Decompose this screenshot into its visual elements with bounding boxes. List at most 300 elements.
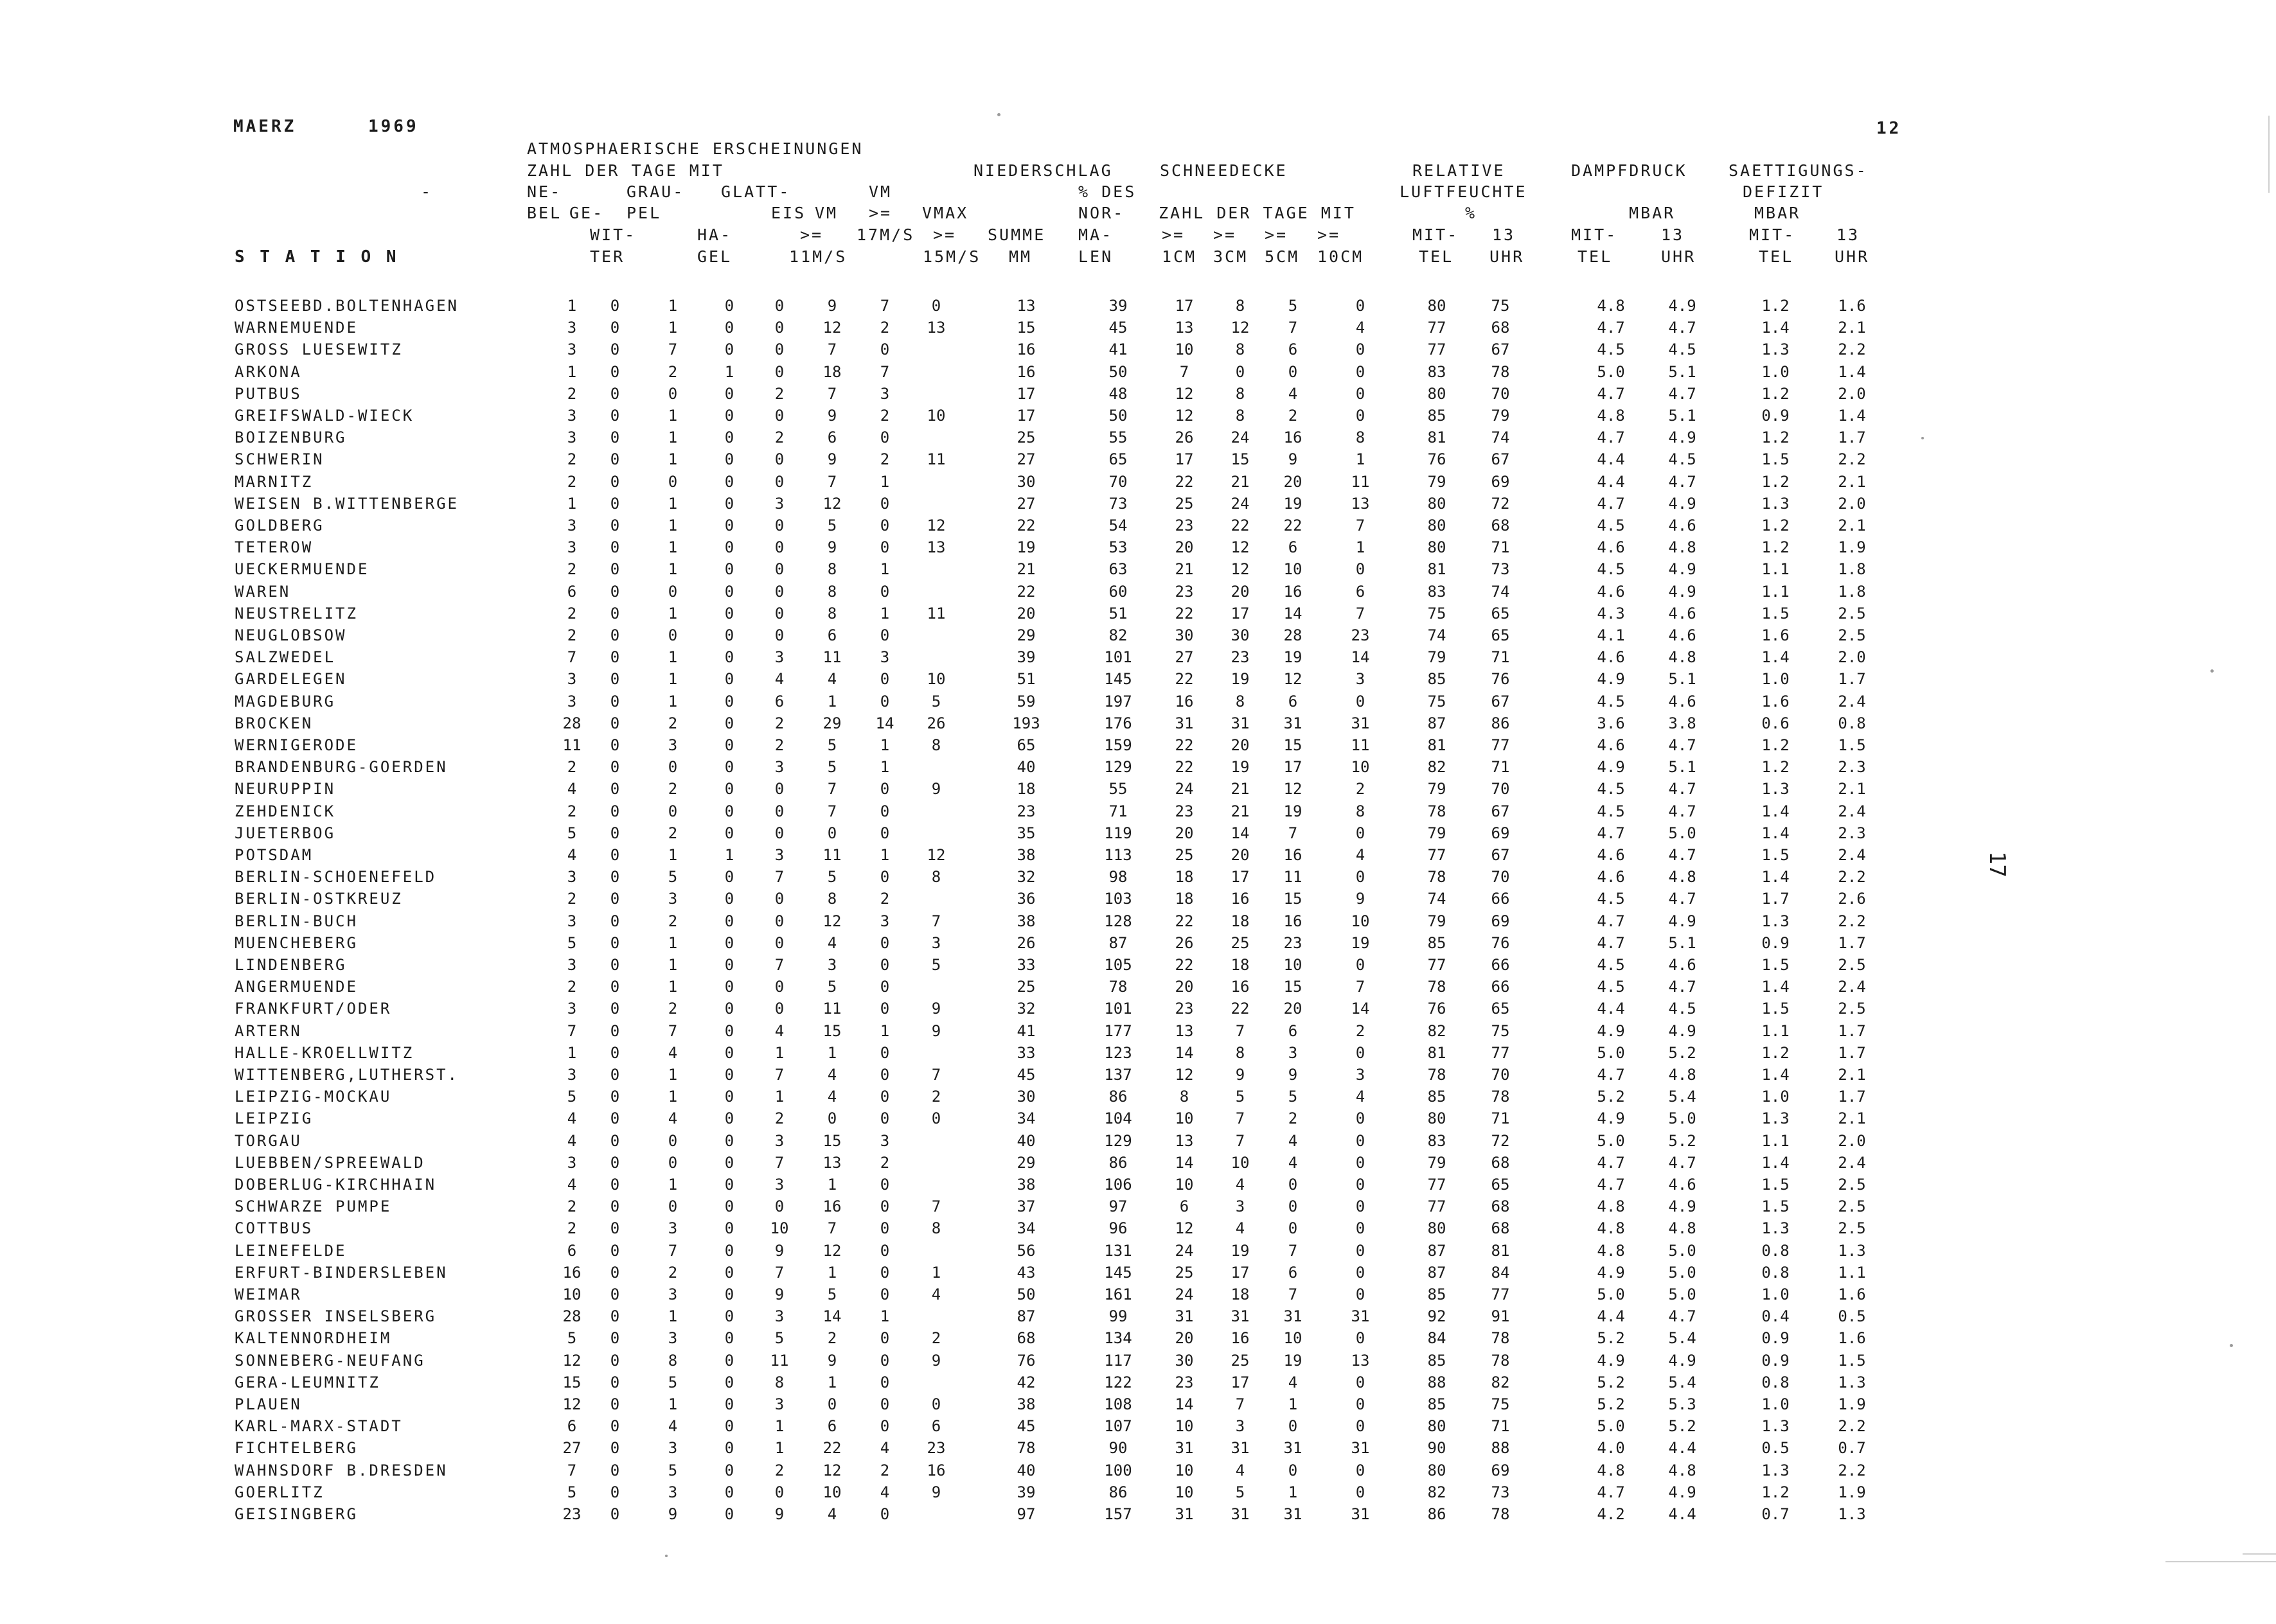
table-cell: 1 bbox=[668, 934, 678, 952]
table-cell: 4.4 bbox=[1668, 1505, 1696, 1523]
table-cell: 4.8 bbox=[1668, 1066, 1696, 1084]
station-name: BERLIN-SCHOENEFELD bbox=[235, 868, 437, 886]
table-cell: 1 bbox=[567, 495, 577, 513]
table-cell: 23 bbox=[1283, 934, 1302, 952]
table-cell: 17 bbox=[1175, 450, 1194, 468]
table-cell: 31 bbox=[1283, 1439, 1302, 1457]
table-cell: 2.5 bbox=[1838, 956, 1866, 974]
table-cell: 0 bbox=[724, 297, 734, 315]
table-cell: 1.5 bbox=[1838, 736, 1866, 754]
table-cell: 2.3 bbox=[1838, 758, 1866, 776]
station-name: COTTBUS bbox=[235, 1219, 314, 1237]
column-header-sub-vmax: VMAX bbox=[922, 204, 969, 222]
table-cell: 68 bbox=[1017, 1329, 1036, 1347]
table-cell: 4.6 bbox=[1597, 868, 1625, 886]
table-cell: 8 bbox=[1235, 407, 1245, 425]
table-cell: 3 bbox=[567, 912, 577, 930]
table-cell: 1.5 bbox=[1761, 1197, 1790, 1215]
table-cell: 3 bbox=[880, 648, 890, 666]
table-cell: 8 bbox=[668, 1352, 678, 1370]
table-cell: 3 bbox=[567, 693, 577, 710]
station-name: BRANDENBURG-GOERDEN bbox=[235, 758, 448, 776]
table-cell: 8 bbox=[1235, 1044, 1245, 1062]
table-cell: 14 bbox=[1351, 1000, 1370, 1018]
table-cell: 5 bbox=[827, 758, 837, 776]
table-cell: 1.5 bbox=[1761, 1000, 1790, 1018]
table-cell: 92 bbox=[1427, 1307, 1446, 1325]
table-cell: 12 bbox=[562, 1395, 582, 1413]
table-cell: 21 bbox=[1017, 560, 1036, 578]
table-cell: 5.2 bbox=[1597, 1373, 1625, 1391]
table-cell: 0 bbox=[610, 385, 620, 403]
table-cell: 1.2 bbox=[1761, 1044, 1790, 1062]
table-cell: 8 bbox=[931, 1219, 941, 1237]
table-cell: 5.0 bbox=[1597, 363, 1625, 381]
table-cell: 76 bbox=[1427, 1000, 1446, 1018]
table-cell: 16 bbox=[1283, 912, 1302, 930]
table-cell: 38 bbox=[1017, 1176, 1036, 1194]
table-cell: 7 bbox=[880, 363, 890, 381]
table-cell: 7 bbox=[567, 648, 577, 666]
table-cell: 87 bbox=[1427, 1264, 1446, 1282]
table-cell: 1.8 bbox=[1838, 560, 1866, 578]
scan-speck bbox=[997, 113, 1000, 116]
table-cell: 71 bbox=[1491, 1109, 1510, 1127]
table-cell: 0 bbox=[724, 495, 734, 513]
table-cell: 1 bbox=[668, 560, 678, 578]
table-cell: 11 bbox=[822, 846, 842, 864]
table-cell: 4.9 bbox=[1597, 1109, 1625, 1127]
table-cell: 2 bbox=[774, 714, 785, 732]
table-cell: 56 bbox=[1017, 1242, 1036, 1260]
table-cell: 12 bbox=[927, 516, 946, 534]
table-cell: 0 bbox=[1355, 1395, 1365, 1413]
table-cell: 3 bbox=[567, 670, 577, 688]
column-header-sub-3cm: 3CM bbox=[1213, 247, 1249, 266]
column-header-sub-dp-tel: TEL bbox=[1578, 247, 1613, 266]
station-name: NEUGLOBSOW bbox=[235, 626, 347, 644]
table-cell: 69 bbox=[1491, 473, 1510, 491]
table-cell: 0 bbox=[1288, 1417, 1298, 1435]
table-cell: 0 bbox=[880, 1088, 890, 1106]
table-cell: 3 bbox=[668, 1285, 678, 1303]
table-cell: 6 bbox=[1355, 583, 1365, 601]
table-cell: 4.6 bbox=[1668, 1176, 1696, 1194]
table-cell: 3 bbox=[774, 1395, 785, 1413]
table-cell: 1.2 bbox=[1761, 385, 1790, 403]
table-cell: 65 bbox=[1491, 1000, 1510, 1018]
table-cell: 0 bbox=[1355, 340, 1365, 358]
table-cell: 43 bbox=[1017, 1264, 1036, 1282]
table-cell: 20 bbox=[1175, 978, 1194, 996]
table-cell: 20 bbox=[1231, 583, 1250, 601]
table-cell: 13 bbox=[1175, 319, 1194, 337]
table-cell: 12 bbox=[1231, 319, 1250, 337]
table-cell: 77 bbox=[1427, 1176, 1446, 1194]
table-cell: 0 bbox=[610, 824, 620, 842]
table-cell: 7 bbox=[1235, 1395, 1245, 1413]
table-cell: 0 bbox=[774, 912, 785, 930]
table-cell: 0 bbox=[880, 495, 890, 513]
table-cell: 85 bbox=[1427, 670, 1446, 688]
table-cell: 7 bbox=[1235, 1109, 1245, 1127]
table-cell: 4.7 bbox=[1668, 802, 1696, 820]
table-cell: 1 bbox=[668, 516, 678, 534]
table-cell: 67 bbox=[1491, 802, 1510, 820]
station-name: ARTERN bbox=[235, 1022, 302, 1040]
table-cell: 2 bbox=[1288, 407, 1298, 425]
table-cell: 8 bbox=[827, 605, 837, 622]
table-cell: 0 bbox=[724, 560, 734, 578]
table-cell: 4.9 bbox=[1668, 1483, 1696, 1501]
table-cell: 3 bbox=[668, 890, 678, 908]
table-cell: 0 bbox=[1355, 1044, 1365, 1062]
table-cell: 20 bbox=[1231, 736, 1250, 754]
table-cell: 119 bbox=[1104, 824, 1132, 842]
table-cell: 15 bbox=[822, 1132, 842, 1150]
table-cell: 2 bbox=[668, 824, 678, 842]
table-cell: 80 bbox=[1427, 538, 1446, 556]
table-cell: 6 bbox=[567, 1417, 577, 1435]
table-cell: 23 bbox=[1175, 1373, 1194, 1391]
table-cell: 0 bbox=[668, 626, 678, 644]
table-cell: 50 bbox=[1108, 407, 1128, 425]
table-cell: 0.6 bbox=[1761, 714, 1790, 732]
table-cell: 28 bbox=[562, 714, 582, 732]
table-cell: 4.6 bbox=[1597, 736, 1625, 754]
table-cell: 4 bbox=[567, 780, 577, 798]
table-cell: 24 bbox=[1175, 780, 1194, 798]
table-cell: 31 bbox=[1351, 1307, 1370, 1325]
table-cell: 85 bbox=[1427, 1395, 1446, 1413]
table-cell: 99 bbox=[1108, 1307, 1128, 1325]
table-cell: 12 bbox=[927, 846, 946, 864]
table-cell: 0 bbox=[610, 605, 620, 622]
table-cell: 40 bbox=[1017, 1132, 1036, 1150]
table-cell: 5.2 bbox=[1597, 1329, 1625, 1347]
station-name: SONNEBERG-NEUFANG bbox=[235, 1352, 425, 1370]
table-cell: 12 bbox=[822, 495, 842, 513]
table-cell: 17 bbox=[1231, 868, 1250, 886]
table-cell: 11 bbox=[822, 648, 842, 666]
table-cell: 13 bbox=[1175, 1022, 1194, 1040]
column-header-sub-15: 15M/S bbox=[923, 247, 981, 266]
table-cell: 18 bbox=[1175, 868, 1194, 886]
scan-speck bbox=[2210, 669, 2214, 673]
table-cell: 4.9 bbox=[1668, 1197, 1696, 1215]
table-cell: 8 bbox=[774, 1373, 785, 1391]
table-cell: 70 bbox=[1491, 868, 1510, 886]
table-cell: 2 bbox=[1355, 780, 1365, 798]
table-cell: 0 bbox=[880, 956, 890, 974]
table-cell: 3 bbox=[567, 428, 577, 446]
table-cell: 0 bbox=[724, 824, 734, 842]
table-cell: 66 bbox=[1491, 978, 1510, 996]
column-header-sub-ge-3: >= bbox=[933, 225, 957, 244]
table-cell: 22 bbox=[1175, 473, 1194, 491]
table-cell: 0 bbox=[668, 1197, 678, 1215]
table-cell: 3 bbox=[774, 1307, 785, 1325]
table-cell: 2.5 bbox=[1838, 1219, 1866, 1237]
table-cell: 0 bbox=[1355, 1417, 1365, 1435]
table-cell: 1 bbox=[827, 1264, 837, 1282]
table-cell: 75 bbox=[1427, 605, 1446, 622]
table-cell: 15 bbox=[822, 1022, 842, 1040]
table-cell: 0 bbox=[880, 868, 890, 886]
table-cell: 87 bbox=[1427, 714, 1446, 732]
table-cell: 19 bbox=[1231, 758, 1250, 776]
table-cell: 7 bbox=[827, 340, 837, 358]
table-cell: 4.8 bbox=[1597, 1219, 1625, 1237]
table-cell: 0 bbox=[1355, 1264, 1365, 1282]
table-cell: 128 bbox=[1104, 912, 1132, 930]
table-cell: 193 bbox=[1012, 714, 1040, 732]
table-cell: 1 bbox=[668, 1395, 678, 1413]
table-cell: 85 bbox=[1427, 407, 1446, 425]
table-cell: 0 bbox=[610, 1505, 620, 1523]
station-name: FICHTELBERG bbox=[235, 1439, 358, 1457]
column-header-sub-ge5cm: >= bbox=[1265, 225, 1288, 244]
table-cell: 23 bbox=[1017, 802, 1036, 820]
table-cell: 10 bbox=[822, 1483, 842, 1501]
table-cell: 1.9 bbox=[1838, 1483, 1866, 1501]
table-cell: 16 bbox=[1283, 846, 1302, 864]
table-cell: 27 bbox=[562, 1439, 582, 1457]
table-cell: 12 bbox=[1175, 1066, 1194, 1084]
table-cell: 0 bbox=[1355, 297, 1365, 315]
table-cell: 3 bbox=[1288, 1044, 1298, 1062]
table-cell: 25 bbox=[1017, 978, 1036, 996]
table-cell: 4.3 bbox=[1597, 605, 1625, 622]
table-cell: 87 bbox=[1427, 1242, 1446, 1260]
table-cell: 4 bbox=[931, 1285, 941, 1303]
table-cell: 45 bbox=[1108, 319, 1128, 337]
table-cell: 22 bbox=[1017, 516, 1036, 534]
table-cell: 2.1 bbox=[1838, 319, 1866, 337]
station-name: SCHWARZE PUMPE bbox=[235, 1197, 392, 1215]
table-cell: 0 bbox=[774, 473, 785, 491]
table-cell: 71 bbox=[1491, 1417, 1510, 1435]
table-cell: 0 bbox=[610, 1066, 620, 1084]
table-cell: 2.0 bbox=[1838, 648, 1866, 666]
table-cell: 22 bbox=[1175, 758, 1194, 776]
station-name: GARDELEGEN bbox=[235, 670, 347, 688]
table-cell: 0 bbox=[610, 1352, 620, 1370]
table-cell: 0 bbox=[610, 1154, 620, 1172]
table-cell: 22 bbox=[1175, 670, 1194, 688]
table-cell: 71 bbox=[1491, 648, 1510, 666]
table-cell: 97 bbox=[1017, 1505, 1036, 1523]
table-cell: 5 bbox=[827, 978, 837, 996]
table-cell: 0 bbox=[610, 1329, 620, 1347]
station-name: GREIFSWALD-WIECK bbox=[235, 407, 414, 425]
table-cell: 78 bbox=[1427, 1066, 1446, 1084]
table-cell: 17 bbox=[1231, 1264, 1250, 1282]
table-cell: 1 bbox=[880, 605, 890, 622]
table-cell: 4.7 bbox=[1668, 1154, 1696, 1172]
table-cell: 10 bbox=[1175, 1483, 1194, 1501]
table-cell: 2 bbox=[668, 912, 678, 930]
table-cell: 5.0 bbox=[1668, 1109, 1696, 1127]
table-cell: 4.5 bbox=[1668, 1000, 1696, 1018]
table-cell: 0 bbox=[880, 780, 890, 798]
table-cell: 0 bbox=[774, 934, 785, 952]
table-cell: 68 bbox=[1491, 516, 1510, 534]
column-header-sub-ne: NE- bbox=[527, 182, 562, 201]
table-cell: 4.6 bbox=[1597, 583, 1625, 601]
table-cell: 1 bbox=[880, 1307, 890, 1325]
table-cell: 30 bbox=[1175, 1352, 1194, 1370]
table-cell: 3 bbox=[774, 846, 785, 864]
table-cell: 1.6 bbox=[1838, 1329, 1866, 1347]
table-cell: 5.3 bbox=[1668, 1395, 1696, 1413]
column-header-station-header: S T A T I O N bbox=[235, 247, 399, 267]
table-cell: 8 bbox=[1235, 693, 1245, 710]
table-cell: 18 bbox=[1175, 890, 1194, 908]
table-cell: 4.7 bbox=[1668, 978, 1696, 996]
table-cell: 2.1 bbox=[1838, 780, 1866, 798]
table-cell: 34 bbox=[1017, 1219, 1036, 1237]
table-cell: 1.3 bbox=[1761, 1109, 1790, 1127]
table-cell: 4 bbox=[1355, 846, 1365, 864]
column-header-sub-pel: PEL bbox=[627, 204, 662, 222]
table-cell: 0 bbox=[774, 802, 785, 820]
table-cell: 0 bbox=[724, 1109, 734, 1127]
table-cell: 0 bbox=[724, 626, 734, 644]
table-cell: 0 bbox=[724, 736, 734, 754]
table-cell: 14 bbox=[1175, 1395, 1194, 1413]
table-cell: 3 bbox=[931, 934, 941, 952]
table-cell: 78 bbox=[1491, 1329, 1510, 1347]
table-cell: 90 bbox=[1427, 1439, 1446, 1457]
table-cell: 85 bbox=[1427, 934, 1446, 952]
table-cell: 0 bbox=[724, 1373, 734, 1391]
table-cell: 2 bbox=[880, 1154, 890, 1172]
table-cell: 0 bbox=[610, 1307, 620, 1325]
table-cell: 113 bbox=[1104, 846, 1132, 864]
table-cell: 1 bbox=[827, 1373, 837, 1391]
column-header-sub-summe: SUMME bbox=[988, 225, 1046, 244]
table-cell: 12 bbox=[1283, 780, 1302, 798]
table-cell: 5 bbox=[668, 1373, 678, 1391]
table-cell: 0 bbox=[774, 538, 785, 556]
table-cell: 0 bbox=[724, 1483, 734, 1501]
table-cell: 0 bbox=[724, 714, 734, 732]
table-cell: 1 bbox=[668, 956, 678, 974]
table-cell: 85 bbox=[1427, 1285, 1446, 1303]
table-cell: 101 bbox=[1104, 1000, 1132, 1018]
table-cell: 3 bbox=[567, 1066, 577, 1084]
table-cell: 8 bbox=[931, 736, 941, 754]
table-cell: 1.1 bbox=[1761, 560, 1790, 578]
table-cell: 1.2 bbox=[1761, 297, 1790, 315]
table-cell: 45 bbox=[1017, 1417, 1036, 1435]
table-cell: 7 bbox=[931, 1197, 941, 1215]
station-name: PUTBUS bbox=[235, 385, 302, 403]
station-name: LEIPZIG bbox=[235, 1109, 314, 1127]
table-cell: 0 bbox=[774, 583, 785, 601]
table-cell: 0 bbox=[724, 1197, 734, 1215]
table-cell: 19 bbox=[1283, 802, 1302, 820]
table-cell: 83 bbox=[1427, 1132, 1446, 1150]
table-cell: 4.8 bbox=[1668, 648, 1696, 666]
table-cell: 39 bbox=[1108, 297, 1128, 315]
column-header-sub-ma: MA- bbox=[1078, 225, 1114, 244]
table-cell: 38 bbox=[1017, 846, 1036, 864]
table-cell: 4.8 bbox=[1597, 1197, 1625, 1215]
table-cell: 13 bbox=[1175, 1132, 1194, 1150]
table-cell: 1.2 bbox=[1761, 1483, 1790, 1501]
table-cell: 129 bbox=[1104, 758, 1132, 776]
table-cell: 2.1 bbox=[1838, 1109, 1866, 1127]
table-cell: 85 bbox=[1427, 1352, 1446, 1370]
column-header-sub-rh-tel: TEL bbox=[1419, 247, 1454, 266]
table-cell: 4.7 bbox=[1597, 495, 1625, 513]
table-cell: 33 bbox=[1017, 956, 1036, 974]
table-cell: 9 bbox=[931, 1483, 941, 1501]
station-name: GROSS LUESEWITZ bbox=[235, 340, 403, 358]
table-cell: 7 bbox=[880, 297, 890, 315]
table-cell: 8 bbox=[1235, 297, 1245, 315]
table-cell: 0 bbox=[1355, 1154, 1365, 1172]
table-cell: 10 bbox=[1283, 956, 1302, 974]
table-cell: 4.5 bbox=[1597, 956, 1625, 974]
table-cell: 1 bbox=[668, 693, 678, 710]
station-name: SALZWEDEL bbox=[235, 648, 336, 666]
table-cell: 10 bbox=[1175, 1461, 1194, 1479]
table-cell: 0 bbox=[610, 340, 620, 358]
table-cell: 98 bbox=[1108, 868, 1128, 886]
table-cell: 6 bbox=[827, 1417, 837, 1435]
table-cell: 6 bbox=[1288, 1022, 1298, 1040]
table-cell: 55 bbox=[1108, 780, 1128, 798]
table-cell: 79 bbox=[1491, 407, 1510, 425]
station-name: WEISEN B.WITTENBERGE bbox=[235, 495, 459, 513]
table-cell: 15 bbox=[1283, 978, 1302, 996]
table-cell: 21 bbox=[1231, 780, 1250, 798]
table-cell: 5 bbox=[1235, 1483, 1245, 1501]
table-cell: 0 bbox=[1355, 1176, 1365, 1194]
table-cell: 2 bbox=[567, 560, 577, 578]
column-header-sub-ter: TER bbox=[590, 247, 625, 266]
table-cell: 4 bbox=[668, 1109, 678, 1127]
table-cell: 78 bbox=[1491, 1505, 1510, 1523]
table-cell: 31 bbox=[1175, 714, 1194, 732]
table-cell: 6 bbox=[1288, 1264, 1298, 1282]
table-cell: 0.9 bbox=[1761, 1352, 1790, 1370]
column-header-sub-ge10cm: >= bbox=[1317, 225, 1341, 244]
table-cell: 1.7 bbox=[1838, 670, 1866, 688]
table-cell: 31 bbox=[1351, 714, 1370, 732]
table-cell: 7 bbox=[1288, 1242, 1298, 1260]
table-cell: 0 bbox=[610, 1000, 620, 1018]
table-cell: 4.6 bbox=[1668, 693, 1696, 710]
table-cell: 0 bbox=[724, 473, 734, 491]
table-cell: 0 bbox=[610, 1439, 620, 1457]
table-cell: 0 bbox=[724, 340, 734, 358]
table-cell: 83 bbox=[1427, 363, 1446, 381]
table-cell: 0 bbox=[1355, 385, 1365, 403]
table-cell: 4.7 bbox=[1597, 1154, 1625, 1172]
station-name: KARL-MARX-STADT bbox=[235, 1417, 403, 1435]
table-cell: 0 bbox=[610, 1483, 620, 1501]
table-cell: 4.7 bbox=[1597, 319, 1625, 337]
table-cell: 8 bbox=[1355, 428, 1365, 446]
table-cell: 1.7 bbox=[1838, 1088, 1866, 1106]
table-cell: 3 bbox=[1235, 1197, 1245, 1215]
table-cell: 5.1 bbox=[1668, 670, 1696, 688]
station-name: HALLE-KROELLWITZ bbox=[235, 1044, 414, 1062]
